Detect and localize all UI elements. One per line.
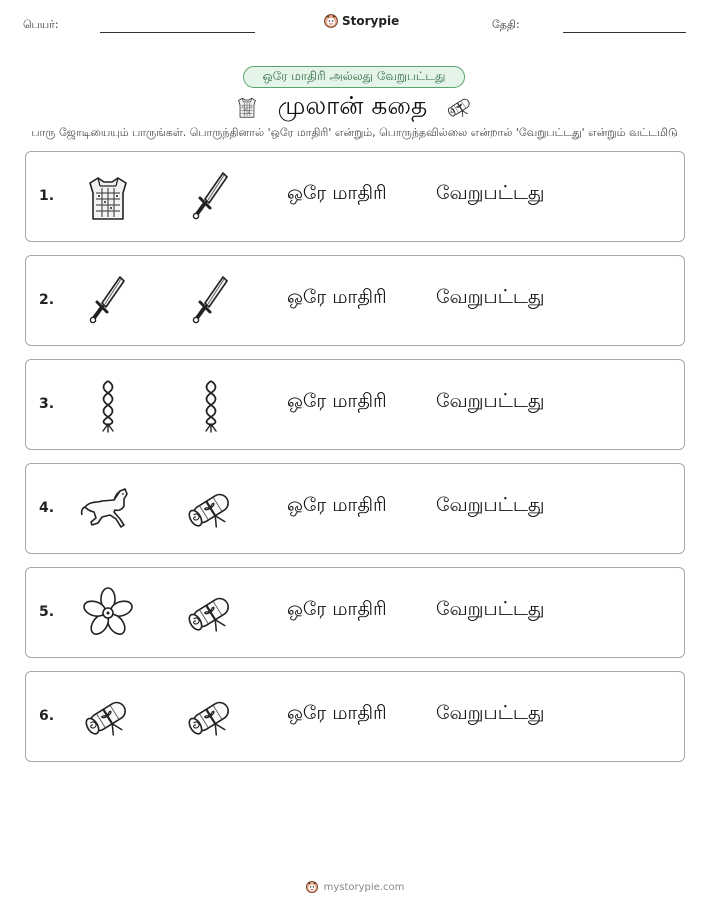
footer-website: mystorypie.com bbox=[323, 881, 405, 893]
flower-icon bbox=[80, 585, 136, 641]
question-number: 3. bbox=[39, 396, 55, 412]
same-option[interactable]: ஒரே மாதிரி bbox=[287, 598, 387, 620]
sword-icon bbox=[183, 169, 239, 225]
brand-name: Storypie bbox=[342, 14, 400, 28]
different-option[interactable]: வேறுபட்டது bbox=[436, 286, 545, 308]
question-row bbox=[25, 255, 685, 346]
same-option[interactable]: ஒரே மாதிரி bbox=[287, 494, 387, 516]
date-field[interactable] bbox=[563, 32, 686, 33]
storypie-icon bbox=[305, 880, 319, 894]
page-title: முலான் கதை bbox=[277, 90, 428, 120]
question-row bbox=[25, 359, 685, 450]
armor-icon bbox=[80, 169, 136, 225]
scroll-icon bbox=[80, 689, 136, 745]
same-option[interactable]: ஒரே மாதிரி bbox=[287, 390, 387, 412]
name-field[interactable] bbox=[100, 32, 255, 33]
scroll-icon bbox=[183, 689, 239, 745]
question-row bbox=[25, 151, 685, 242]
footer bbox=[0, 880, 709, 894]
different-option[interactable]: வேறுபட்டது bbox=[436, 702, 545, 724]
worksheet-header bbox=[0, 0, 709, 50]
question-number: 2. bbox=[39, 292, 55, 308]
horse-icon bbox=[80, 481, 136, 537]
braid-icon bbox=[183, 377, 239, 433]
different-option[interactable]: வேறுபட்டது bbox=[436, 598, 545, 620]
armor-icon bbox=[234, 94, 260, 120]
different-option[interactable]: வேறுபட்டது bbox=[436, 182, 545, 204]
question-number: 1. bbox=[39, 188, 55, 204]
same-option[interactable]: ஒரே மாதிரி bbox=[287, 286, 387, 308]
worksheet-type-badge: ஒரே மாதிரி அல்லது வேறுபட்டது bbox=[243, 66, 465, 88]
scroll-icon bbox=[183, 585, 239, 641]
question-number: 6. bbox=[39, 708, 55, 724]
question-number: 5. bbox=[39, 604, 55, 620]
scroll-icon bbox=[183, 481, 239, 537]
same-option[interactable]: ஒரே மாதிரி bbox=[287, 182, 387, 204]
different-option[interactable]: வேறுபட்டது bbox=[436, 390, 545, 412]
question-row bbox=[25, 567, 685, 658]
question-row bbox=[25, 671, 685, 762]
storypie-icon bbox=[323, 13, 339, 29]
title-row bbox=[0, 90, 709, 124]
sword-icon bbox=[183, 273, 239, 329]
braid-icon bbox=[80, 377, 136, 433]
sword-icon bbox=[80, 273, 136, 329]
storypie-logo bbox=[323, 13, 399, 29]
date-label: தேதி: bbox=[492, 18, 520, 31]
name-label: பெயர்: bbox=[23, 18, 59, 31]
instructions: பாரு ஜோடியையும் பாருங்கள். பொருந்தினால் 'ஒரே மாதிரி' என்றும், பொருந்தவில்லை என்றால் 'வேறுபட்டது' என்றும் வட்டமிடு bbox=[31, 126, 678, 139]
question-number: 4. bbox=[39, 500, 55, 516]
same-option[interactable]: ஒரே மாதிரி bbox=[287, 702, 387, 724]
question-row bbox=[25, 463, 685, 554]
different-option[interactable]: வேறுபட்டது bbox=[436, 494, 545, 516]
question-list bbox=[25, 151, 685, 775]
scroll-icon bbox=[445, 92, 475, 122]
